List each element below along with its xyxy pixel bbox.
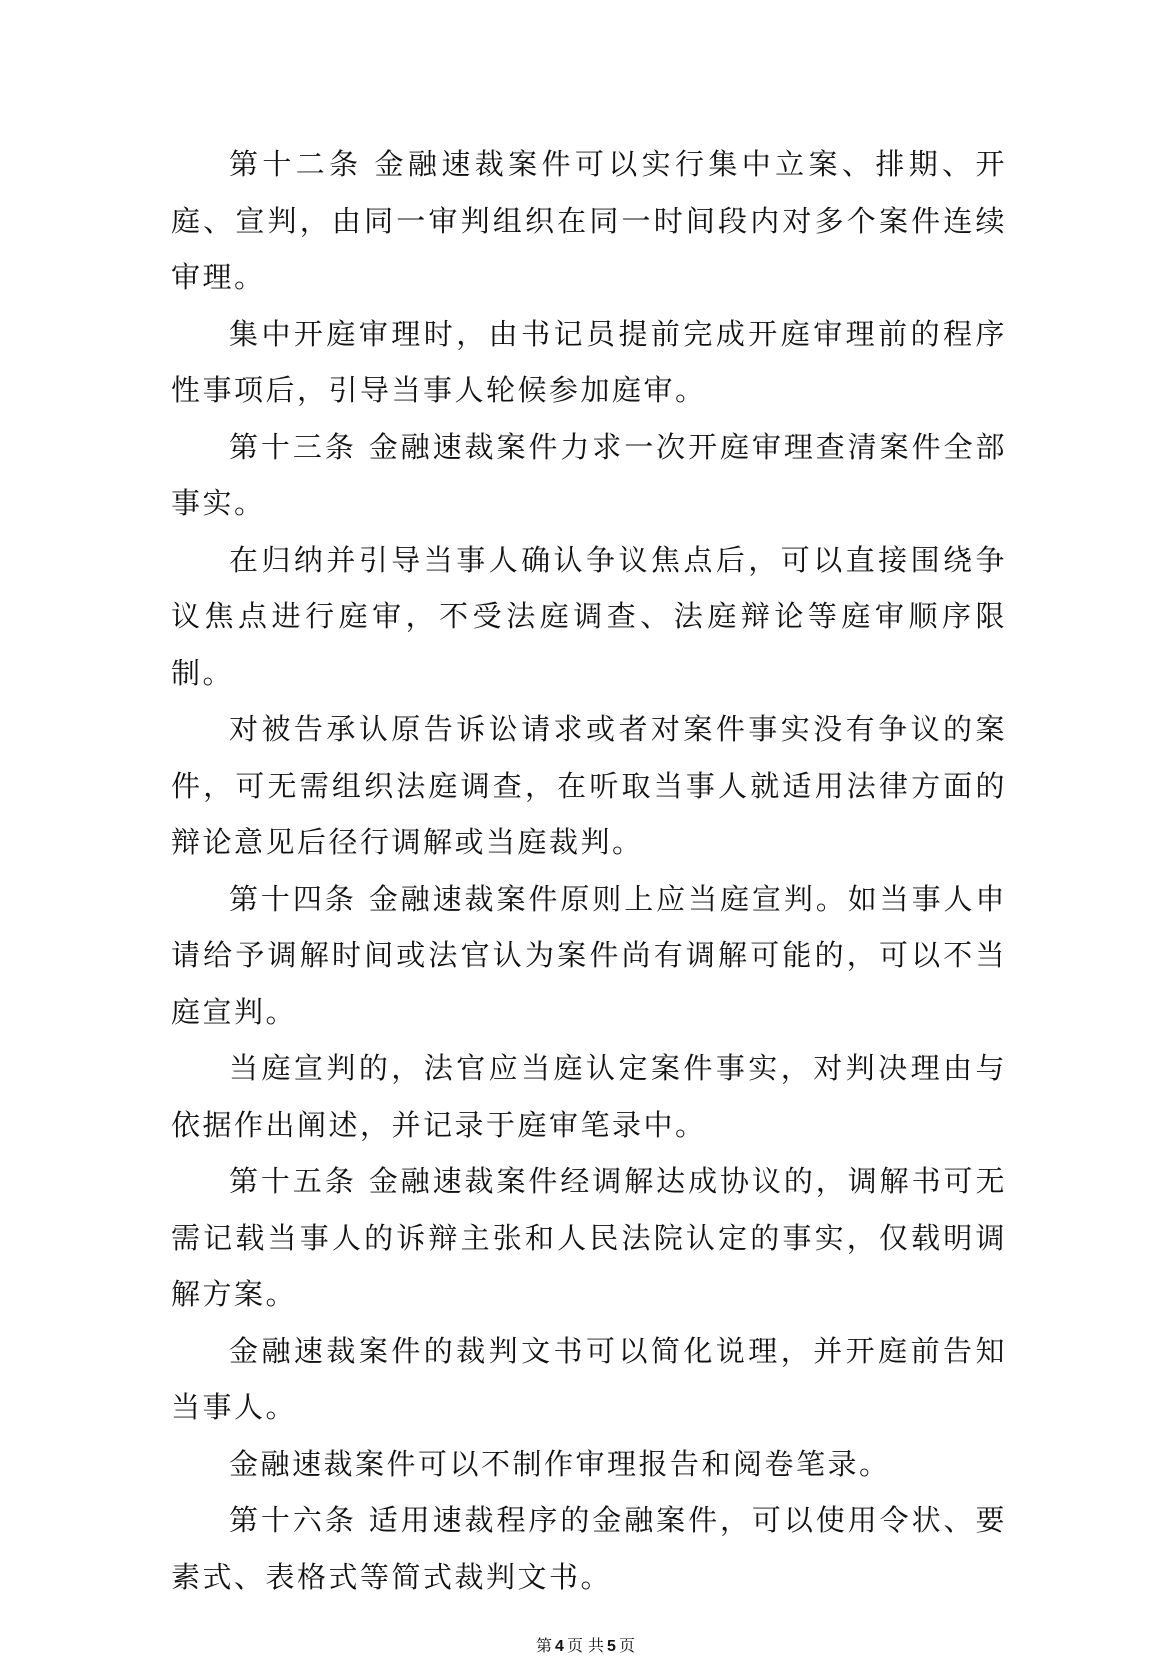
article-number: 第十二条	[229, 147, 363, 181]
paragraph	[171, 1436, 1007, 1493]
paragraph	[171, 1040, 1007, 1153]
paragraph-article-16	[171, 1492, 1007, 1605]
paragraph	[171, 532, 1007, 702]
paragraph-text: 金融速裁案件可以实行集中立案、排期、开庭、宣判，由同一审判组织在同一时间段内对多个案件连续审理。	[171, 147, 1007, 294]
current-page-number: 4	[555, 1638, 564, 1655]
article-number: 第十三条	[229, 429, 357, 464]
footer-prefix: 第	[536, 1636, 553, 1655]
footer-middle: 页 共	[566, 1636, 605, 1655]
paragraph	[171, 701, 1007, 871]
article-number: 第十四条	[229, 881, 357, 916]
article-number: 第十五条	[229, 1164, 357, 1198]
paragraph-text: 对被告承认原告诉讼请求或者对案件事实没有争议的案件，可无需组织法庭调查，在听取当事人就适用法律方面的辩论意见后径行调解或当庭裁判。	[171, 712, 1007, 859]
paragraph-article-12	[171, 136, 1007, 306]
paragraph-article-13	[171, 419, 1007, 532]
page-footer	[0, 1636, 1171, 1657]
paragraph-text: 金融速裁案件原则上应当庭宣判。如当事人申请给予调解时间或法官认为案件尚有调解可能的，可以不当庭宣判。	[171, 881, 1007, 1029]
paragraph-text: 金融速裁案件力求一次开庭审理查清案件全部事实。	[171, 429, 1007, 520]
paragraph-article-15	[171, 1153, 1007, 1323]
paragraph-text: 当庭宣判的，法官应当庭认定案件事实，对判决理由与依据作出阐述，并记录于庭审笔录中。	[171, 1051, 1007, 1142]
paragraph-text: 金融速裁案件经调解达成协议的，调解书可无需记载当事人的诉辩主张和人民法院认定的事实，仅载明调解方案。	[171, 1164, 1007, 1311]
footer-suffix: 页	[618, 1636, 635, 1655]
paragraph-article-14	[171, 871, 1007, 1041]
document-body	[171, 136, 1007, 1605]
paragraph-text: 金融速裁案件的裁判文书可以简化说理，并开庭前告知当事人。	[171, 1333, 1007, 1424]
paragraph	[171, 1323, 1007, 1436]
paragraph-text: 适用速裁程序的金融案件，可以使用令状、要素式、表格式等简式裁判文书。	[171, 1503, 1007, 1594]
total-pages-number: 5	[607, 1638, 616, 1655]
paragraph-text: 集中开庭审理时，由书记员提前完成开庭审理前的程序性事项后，引导当事人轮候参加庭审。	[171, 316, 1007, 407]
paragraph	[171, 306, 1007, 419]
paragraph-text: 金融速裁案件可以不制作审理报告和阅卷笔录。	[229, 1446, 891, 1481]
article-number: 第十六条	[229, 1503, 357, 1537]
paragraph-text: 在归纳并引导当事人确认争议焦点后，可以直接围绕争议焦点进行庭审，不受法庭调查、法庭辩论等庭审顺序限制。	[171, 542, 1007, 690]
